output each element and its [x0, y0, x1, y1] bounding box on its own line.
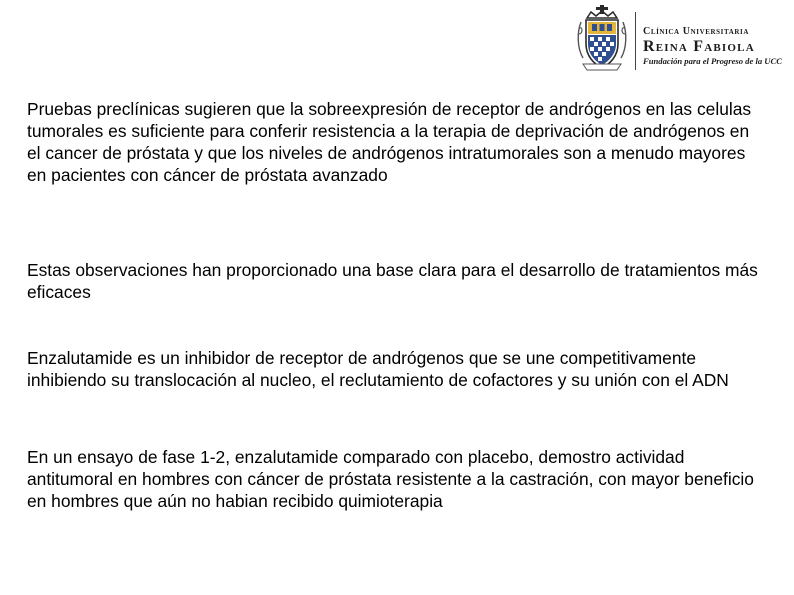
paragraph-trial-results: En un ensayo de fase 1-2, enzalutamide comparado con placebo, demostro actividad antitumoral en hombres con cáncer de próstata resistente a la castración, con mayor beneficio en hombres que aún no habian recibido quimioterapia [27, 447, 754, 511]
logo-foundation-tagline: Fundación para el Progreso de la UCC [643, 56, 782, 66]
paragraph-observations: Estas observaciones han proporcionado una base clara para el desarrollo de tratamientos más eficaces [27, 260, 758, 302]
logo-text [643, 26, 783, 67]
logo-clinic-label: Clínica Universitaria [643, 26, 750, 37]
paragraph-preclinical-evidence: Pruebas preclínicas sugieren que la sobreexpresión de receptor de andrógenos en las celulas tumorales es suficiente para conferir resistencia a la terapia de deprivación de andrógenos en el cancer de próstata y que los niveles de andrógenos intratumorales son a menudo mayores en pacientes con cáncer de próstata avanzado [27, 99, 752, 185]
logo-clinic-name: Reina Fabiola [643, 38, 755, 55]
university-crest-icon [575, 4, 629, 72]
paragraph-enzalutamide-mechanism: Enzalutamide es un inhibidor de receptor de andrógenos que se une competitivamente inhibiendo su translocación al nucleo, el reclutamiento de cofactores y su unión con el ADN [27, 348, 729, 390]
logo-divider [635, 12, 636, 70]
clinic-logo [575, 4, 780, 72]
